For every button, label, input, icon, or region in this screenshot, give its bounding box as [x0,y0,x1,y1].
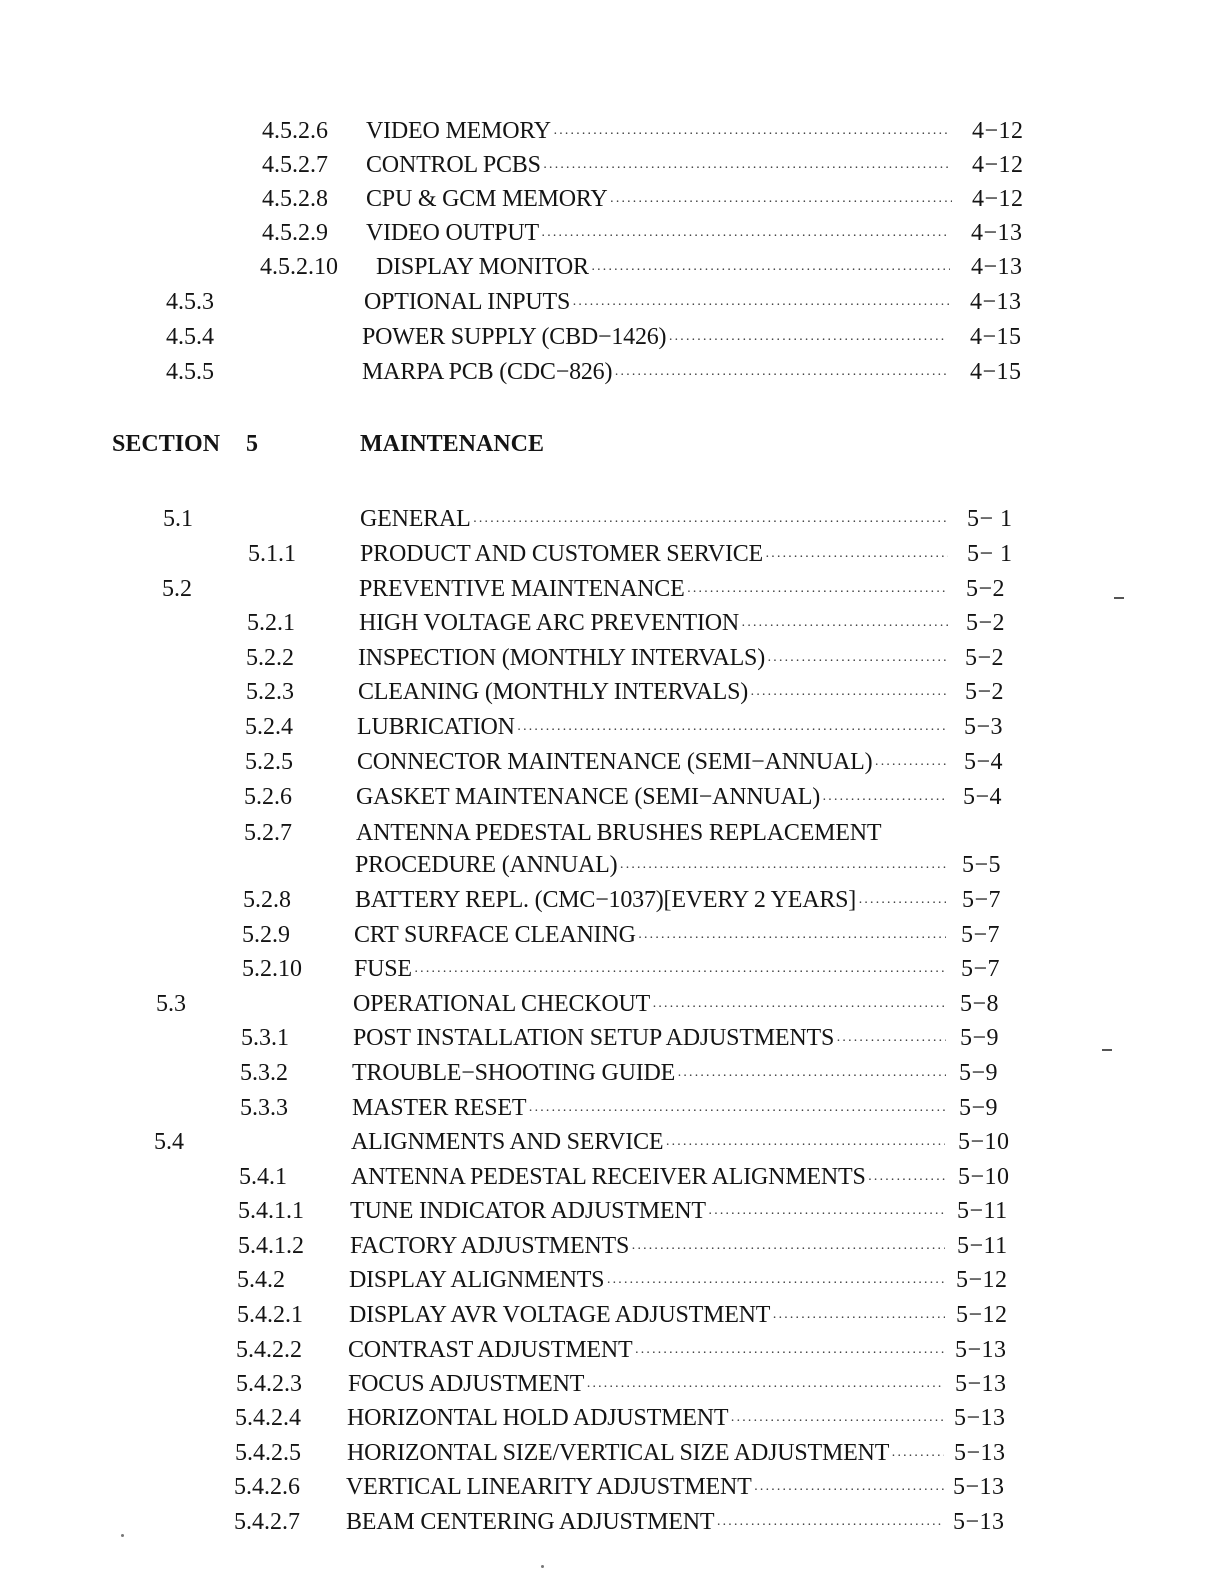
entry-number: 5.3.1 [241,1025,289,1051]
dot-leader [874,749,947,783]
entry-page-number: 5−7 [962,887,1002,913]
entry-title-line [364,285,950,323]
dot-leader [716,1509,944,1543]
dot-leader [741,610,948,644]
entry-title-line [366,114,950,152]
entry-title: FOCUS ADJUSTMENT [348,1371,585,1397]
toc-entry [0,987,1224,1021]
entry-page-number: 4−13 [970,289,1022,315]
entry-page-number: 4−13 [971,220,1023,246]
entry-page-number: 5−9 [959,1095,999,1121]
entry-title-line [349,1298,945,1336]
toc-entry [0,883,1224,917]
entry-number: 5.4.2.4 [235,1405,301,1431]
entry-page-number: 4−12 [972,118,1024,144]
toc-entry [0,320,1224,354]
entry-title: BATTERY REPL. (CMC−1037)[EVERY 2 YEARS] [355,887,857,913]
entry-title-line [366,216,948,254]
toc-entry [0,1125,1224,1159]
entry-page-number: 5− 1 [967,506,1013,532]
toc-entry [0,1298,1224,1332]
dot-leader [754,1474,944,1508]
entry-title: FUSE [354,956,412,982]
toc-entry [0,1367,1224,1401]
toc-entry [0,1229,1224,1263]
entry-title: VIDEO OUTPUT [366,220,539,246]
entry-page-number: 4−15 [970,359,1022,385]
entry-number: 5.4.1.2 [238,1233,304,1259]
entry-number: 4.5.2.9 [262,220,328,246]
entry-title-line [358,675,947,713]
dot-leader [767,645,947,679]
dot-leader [414,956,946,990]
entry-title-line [349,1263,945,1301]
toc-entry [0,780,1224,814]
entry-title: GASKET MAINTENANCE (SEMI−ANNUAL) [356,784,820,810]
entry-number: 4.5.2.8 [262,186,328,212]
entry-page-number: 5−2 [966,576,1006,602]
entry-title-line [357,710,947,748]
entry-title: HORIZONTAL SIZE/VERTICAL SIZE ADJUSTMENT [347,1440,890,1466]
dot-leader [822,784,947,818]
entry-title-line [359,606,948,644]
entry-title: PREVENTIVE MAINTENANCE [359,576,685,602]
entry-page-number: 5−11 [957,1198,1008,1224]
entry-title: CONNECTOR MAINTENANCE (SEMI−ANNUAL) [357,749,873,775]
entry-number: 5.4.1 [239,1164,287,1190]
toc-entry [0,502,1224,536]
entry-title: TROUBLE−SHOOTING GUIDE [352,1060,676,1086]
entry-page-number: 4−15 [970,324,1022,350]
toc-entry [0,148,1224,182]
dot-leader [541,220,948,254]
entry-page-number: 5−10 [958,1129,1010,1155]
dot-leader [677,1060,946,1094]
entry-page-number: 5−9 [960,1025,1000,1051]
toc-entry [0,572,1224,606]
entry-page-number: 4−12 [972,186,1024,212]
entry-number: 4.5.2.10 [260,254,338,280]
entry-number: 5.1 [163,506,193,532]
entry-title-line [351,1125,945,1163]
dot-leader [687,576,948,610]
toc-entry [0,355,1224,389]
entry-title-line [354,918,946,956]
entry-title: DISPLAY ALIGNMENTS [349,1267,605,1293]
entry-number: 5.4.2.2 [236,1337,302,1363]
toc-entry [0,537,1224,571]
entry-title-line [359,572,948,610]
toc-entry [0,1021,1224,1055]
entry-page-number: 5−10 [958,1164,1010,1190]
entry-number: 5.2.2 [246,645,294,671]
entry-title-line [350,1229,945,1267]
entry-page-number: 5−13 [954,1440,1006,1466]
entry-title-line [347,1401,944,1439]
dot-leader [606,1267,945,1301]
entry-number: 5.2.1 [247,610,295,636]
entry-page-number: 5− 1 [967,541,1013,567]
toc-entry [0,1505,1224,1539]
entry-page-number: 5−2 [965,645,1005,671]
entry-number: 5.2.10 [242,956,302,982]
entry-title: HORIZONTAL HOLD ADJUSTMENT [347,1405,729,1431]
entry-page-number: 4−12 [972,152,1024,178]
entry-title: POWER SUPPLY (CBD−1426) [362,324,667,350]
entry-title: DISPLAY AVR VOLTAGE ADJUSTMENT [349,1302,771,1328]
dot-leader [765,541,948,575]
entry-title-line [351,1160,945,1198]
entry-page-number: 4−13 [971,254,1023,280]
entry-title: OPERATIONAL CHECKOUT [353,991,651,1017]
entry-title: HIGH VOLTAGE ARC PREVENTION [359,610,740,636]
entry-number: 5.4.2 [237,1267,285,1293]
entry-number: 5.1.1 [248,541,296,567]
entry-page-number: 5−7 [961,922,1001,948]
dot-leader [572,289,950,323]
entry-page-number: 5−2 [966,610,1006,636]
entry-number: 4.5.3 [166,289,214,315]
entry-page-number: 5−13 [953,1509,1005,1535]
entry-title: POST INSTALLATION SETUP ADJUSTMENTS [353,1025,835,1051]
toc-entry [0,1056,1224,1090]
entry-title-line [360,537,948,575]
entry-title-line [346,1505,944,1543]
entry-title: CLEANING (MONTHLY INTERVALS) [358,679,749,705]
entry-title: CONTROL PCBS [366,152,541,178]
entry-title-line [352,1091,946,1129]
entry-title-line [355,848,946,886]
toc-entry [0,216,1224,250]
toc-entry [0,182,1224,216]
entry-title: VERTICAL LINEARITY ADJUSTMENT [346,1474,752,1500]
entry-page-number: 5−4 [963,784,1003,810]
entry-title: PRODUCT AND CUSTOMER SERVICE [360,541,763,567]
entry-title-line [347,1436,944,1474]
entry-number: 5.4.1.1 [238,1198,304,1224]
dot-leader [610,186,952,220]
dot-leader [553,118,950,152]
entry-title: BEAM CENTERING ADJUSTMENT [346,1509,715,1535]
dot-leader [473,506,948,540]
entry-title-line [366,182,952,220]
entry-page-number: 5−3 [964,714,1004,740]
toc-entry [0,1436,1224,1470]
entry-title: CONTRAST ADJUSTMENT [348,1337,633,1363]
entry-number: 5.2.8 [243,887,291,913]
dot-leader [858,887,946,921]
speck [121,1534,124,1537]
entry-number: 5.3.3 [240,1095,288,1121]
section-title: MAINTENANCE [360,431,545,457]
entry-page-number: 5−7 [961,956,1001,982]
dot-leader [668,324,946,358]
entry-page-number: 5−13 [955,1371,1007,1397]
toc-entry [0,848,1224,882]
entry-title-line [350,1194,945,1232]
toc-entry [0,114,1224,148]
entry-title: MARPA PCB (CDC−826) [362,359,613,385]
toc-entry [0,285,1224,319]
entry-page-number: 5−12 [956,1267,1008,1293]
entry-number: 5.2.5 [245,749,293,775]
entry-title-line [353,987,946,1025]
entry-title: ANTENNA PEDESTAL RECEIVER ALIGNMENTS [351,1164,866,1190]
entry-title-line [354,952,946,990]
dot-leader [634,1337,944,1371]
dot-leader [836,1025,946,1059]
toc-entry [0,710,1224,744]
entry-title: TUNE INDICATOR ADJUSTMENT [350,1198,706,1224]
dot-leader [868,1164,945,1198]
entry-page-number: 5−2 [965,679,1005,705]
dot-leader [631,1233,945,1267]
toc-entry [0,641,1224,675]
entry-title: MASTER RESET [352,1095,527,1121]
entry-number: 5.3 [156,991,186,1017]
entry-title-line [353,1021,946,1059]
entry-number: 5.4.2.1 [237,1302,303,1328]
entry-title: ANTENNA PEDESTAL BRUSHES REPLACEMENT [356,820,882,846]
entry-title-line [376,250,950,288]
section-number: 5 [246,431,258,457]
entry-title: LUBRICATION [357,714,515,740]
entry-title-line [352,1056,946,1094]
entry-title-line [357,745,947,783]
entry-title: CPU & GCM MEMORY [366,186,608,212]
entry-number: 5.2.4 [245,714,293,740]
entry-page-number: 5−12 [956,1302,1008,1328]
entry-number: 5.4.2.3 [236,1371,302,1397]
entry-number: 5.4 [154,1129,184,1155]
dot-leader [730,1405,944,1439]
dot-leader [750,679,947,713]
dot-leader [614,359,948,393]
entry-title: DISPLAY MONITOR [376,254,589,280]
toc-entry [0,606,1224,640]
margin-mark [1102,1049,1112,1051]
entry-title: ALIGNMENTS AND SERVICE [351,1129,664,1155]
toc-entry [0,745,1224,779]
toc-entry [0,918,1224,952]
entry-title: INSPECTION (MONTHLY INTERVALS) [358,645,765,671]
entry-title-line [362,320,946,358]
dot-leader [543,152,950,186]
dot-leader [891,1440,944,1474]
entry-title-line [360,502,948,540]
dot-leader [665,1129,945,1163]
toc-entry [0,1401,1224,1435]
entry-number: 4.5.5 [166,359,214,385]
dot-leader [772,1302,945,1336]
entry-page-number: 5−11 [957,1233,1008,1259]
entry-title-line [348,1367,944,1405]
section-label: SECTION [112,431,221,457]
entry-title-line [356,816,947,850]
entry-number: 5.2.7 [244,820,292,846]
entry-title: FACTORY ADJUSTMENTS [350,1233,630,1259]
entry-title: OPTIONAL INPUTS [364,289,571,315]
margin-mark [1114,597,1124,599]
speck [541,1565,544,1568]
entry-number: 5.4.2.5 [235,1440,301,1466]
dot-leader [619,852,946,886]
entry-number: 5.4.2.7 [234,1509,300,1535]
entry-page-number: 5−13 [953,1474,1005,1500]
toc-entry [0,1333,1224,1367]
entry-page-number: 5−4 [964,749,1004,775]
entry-title-line [348,1333,944,1371]
toc-entry [0,1160,1224,1194]
section-heading [0,424,1224,464]
dot-leader [586,1371,944,1405]
entry-title: CRT SURFACE CLEANING [354,922,636,948]
toc-entry [0,675,1224,709]
dot-leader [638,922,946,956]
entry-number: 5.2 [162,576,192,602]
entry-number: 5.4.2.6 [234,1474,300,1500]
entry-title-line [358,641,947,679]
toc-entry [0,952,1224,986]
entry-number: 4.5.4 [166,324,214,350]
entry-title-line [366,148,950,186]
dot-leader [528,1095,946,1129]
dot-leader [652,991,946,1025]
entry-title-line [355,883,946,921]
entry-page-number: 5−13 [955,1337,1007,1363]
toc-entry [0,250,1224,284]
toc-entry [0,816,1224,850]
toc-entry [0,1470,1224,1504]
entry-number: 5.3.2 [240,1060,288,1086]
toc-entry [0,1091,1224,1125]
entry-page-number: 5−9 [959,1060,999,1086]
entry-page-number: 5−5 [962,852,1002,878]
entry-page-number: 5−13 [954,1405,1006,1431]
dot-leader [591,254,950,288]
entry-number: 5.2.9 [242,922,290,948]
entry-title-line [362,355,948,393]
dot-leader [708,1198,945,1232]
entry-number: 5.2.6 [244,784,292,810]
entry-number: 5.2.3 [246,679,294,705]
entry-title: GENERAL [360,506,471,532]
entry-title-line [356,780,947,818]
entry-title: PROCEDURE (ANNUAL) [355,852,618,878]
toc-entry [0,1194,1224,1228]
entry-page-number: 5−8 [960,991,1000,1017]
toc-entry [0,1263,1224,1297]
entry-number: 4.5.2.6 [262,118,328,144]
dot-leader [517,714,947,748]
entry-number: 4.5.2.7 [262,152,328,178]
entry-title-line [346,1470,944,1508]
entry-title: VIDEO MEMORY [366,118,551,144]
